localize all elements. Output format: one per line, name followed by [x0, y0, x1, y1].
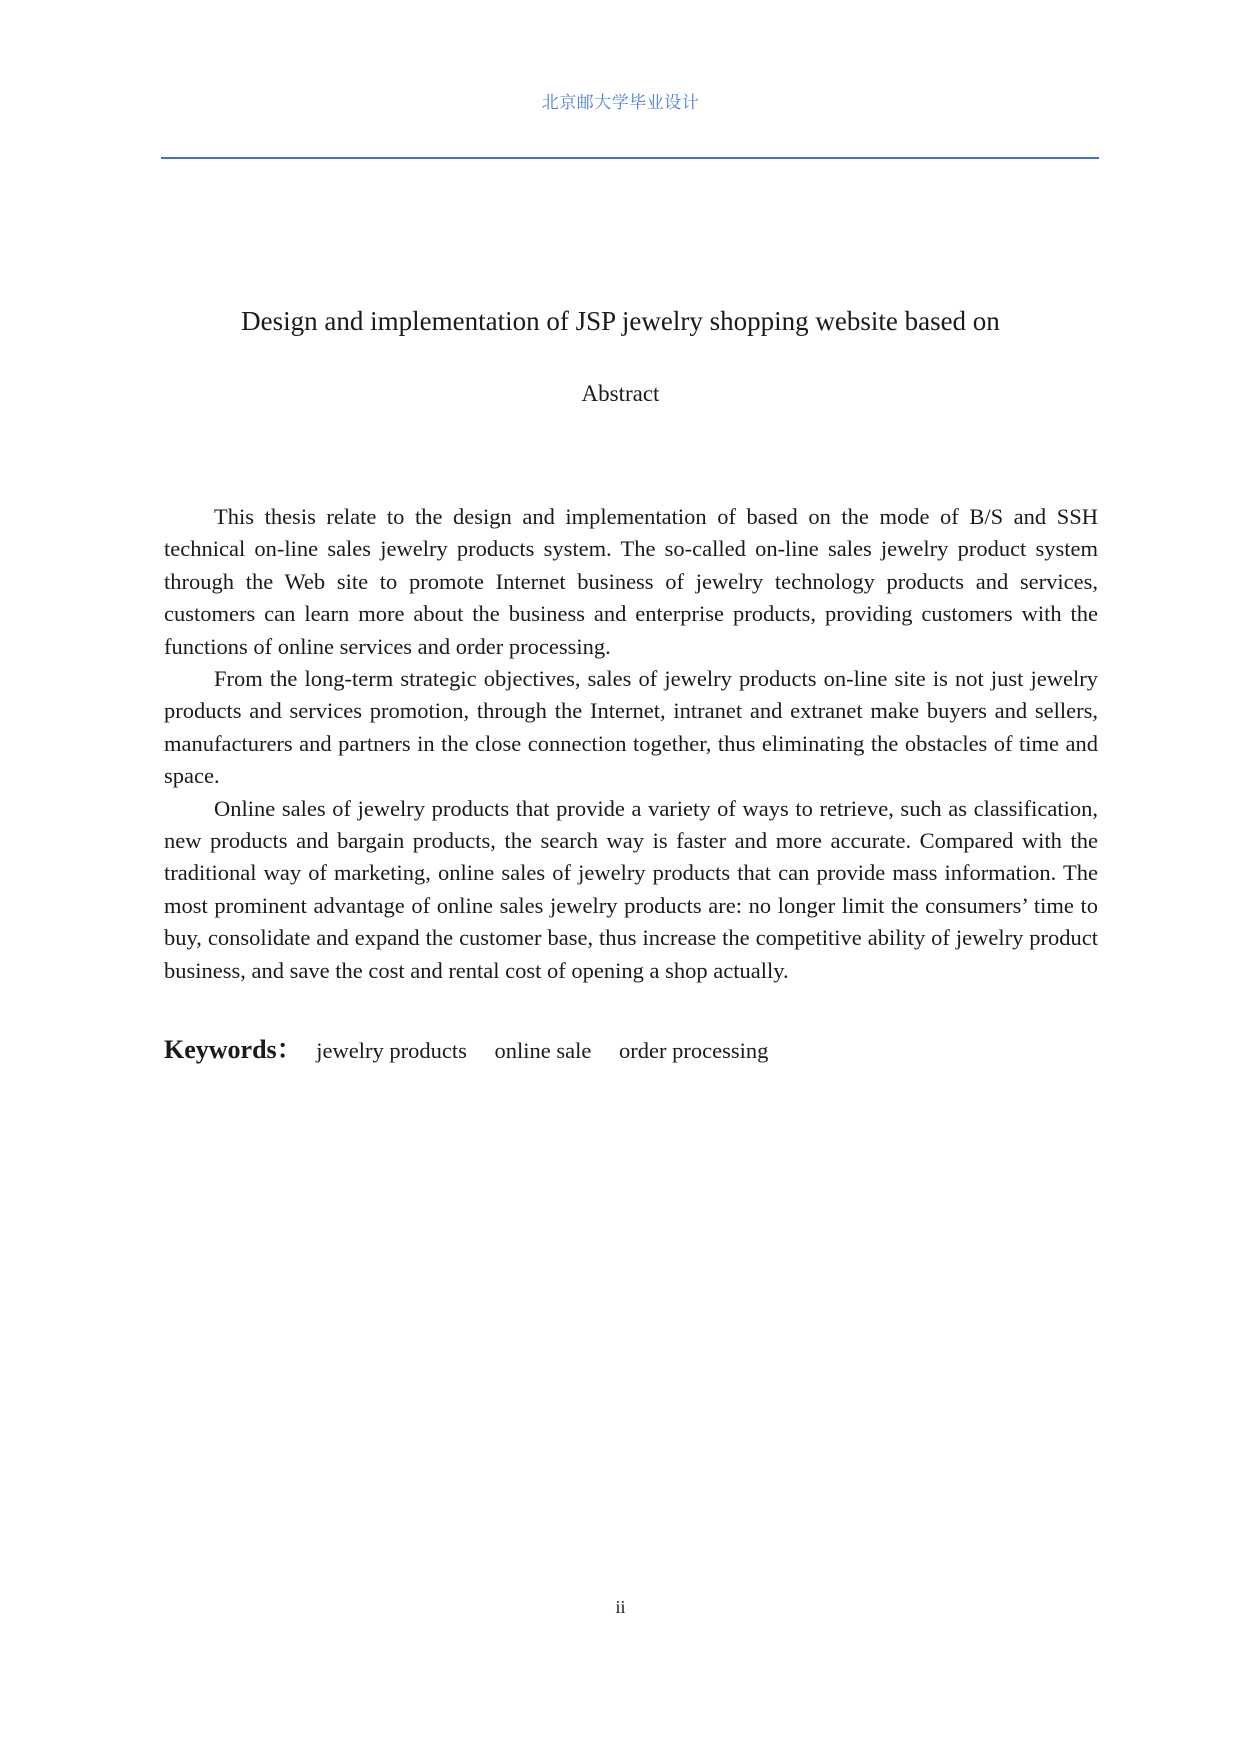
page-number: ii — [615, 1597, 626, 1617]
abstract-heading: Abstract — [581, 381, 660, 406]
thesis-title: Design and implementation of JSP jewelry shopping website based on — [241, 306, 1000, 336]
keyword-item: jewelry products — [316, 1038, 467, 1063]
running-header: 北京邮大学毕业设计 — [541, 93, 700, 113]
abstract-paragraph: Online sales of jewelry products that provide a variety of ways to retrieve, such as classification, new products and bargain products, the search way is faster and more accurate. Compared with the traditional way of marketing, online sales of jewelry products that can provide mass information. The most prominent advantage of online sales jewelry products are: no longer limit the consumers’ time to buy, consolidate and expand the customer base, thus increase the competitive ability of jewelry product business, and save the cost and rental cost of opening a shop actually. — [164, 795, 1098, 983]
abstract-body — [164, 501, 1098, 987]
abstract-paragraph: From the long-term strategic objectives, sales of jewelry products on-line site is not just jewelry products and services promotion, through the Internet, intranet and extranet make buyers and sellers, manufacturers and partners in the close connection together, thus eliminating the obstacles of time and space. — [164, 666, 1098, 789]
header-divider — [161, 157, 1099, 159]
keyword-item: online sale — [494, 1038, 592, 1063]
abstract-paragraph: This thesis relate to the design and implementation of based on the mode of B/S and SSH technical on-line sales jewelry products system. The so-called on-line sales jewelry product system through the Web site to promote Internet business of jewelry technology products and services, customers can learn more about the business and enterprise products, providing customers with the functions of online services and order processing. — [164, 504, 1098, 659]
keywords-label: Keywords： — [164, 1035, 303, 1064]
keywords-line — [164, 1034, 1098, 1067]
keyword-item: order processing — [619, 1038, 769, 1063]
